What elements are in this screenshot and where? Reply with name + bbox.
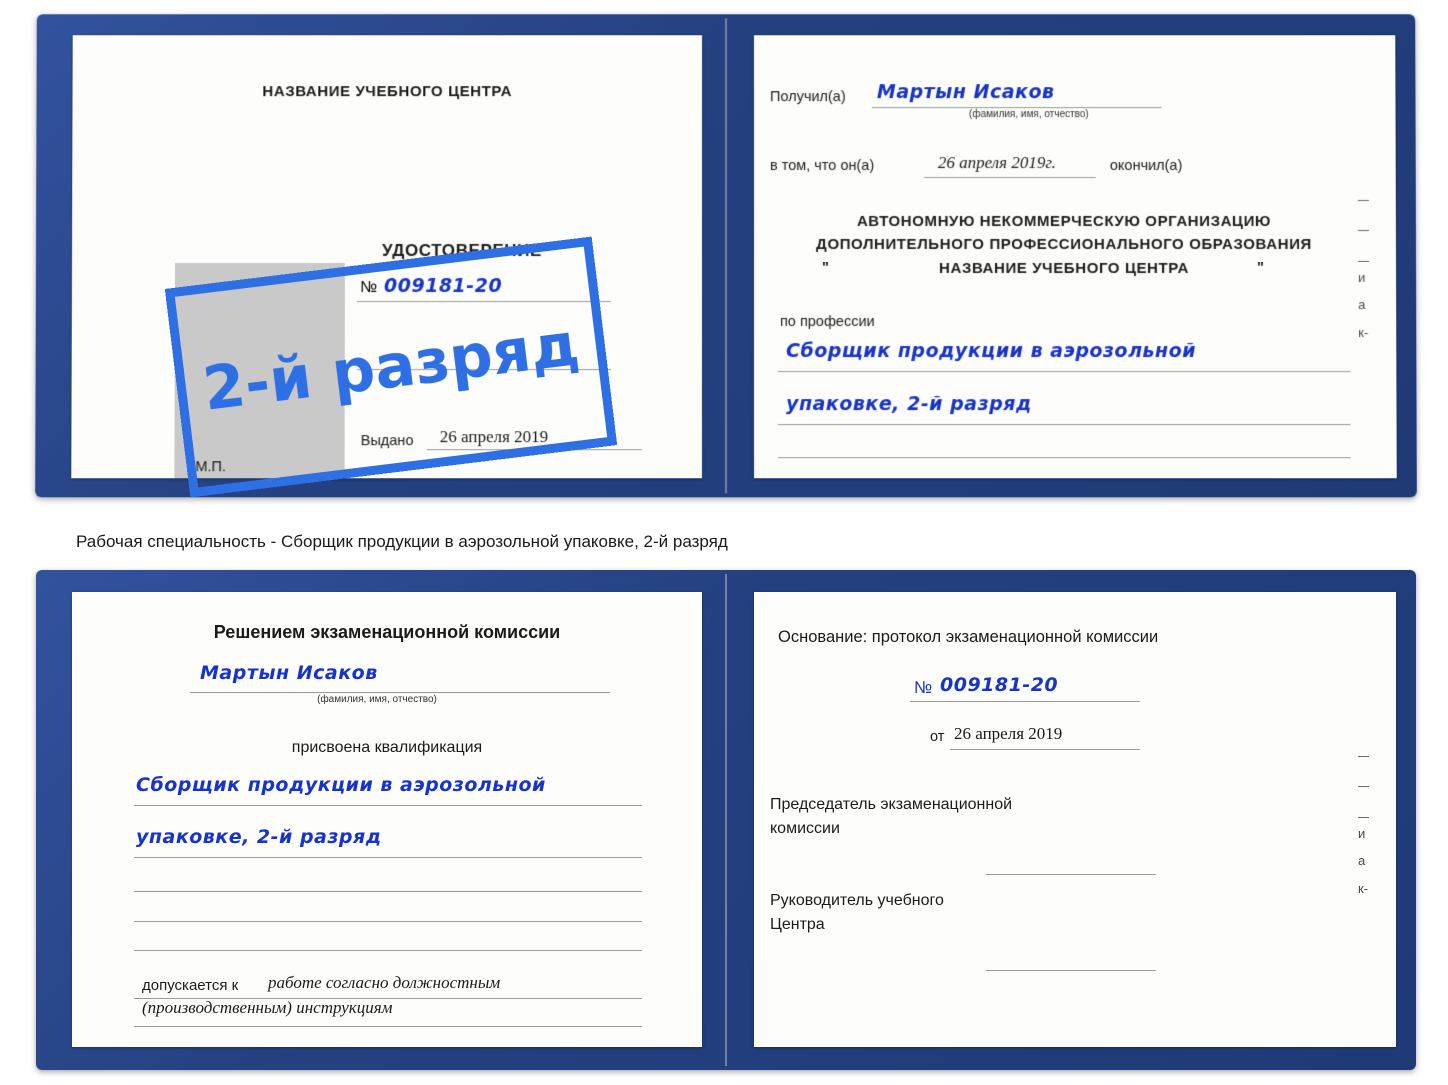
basis-label: Основание: протокол экзаменационной комиссии — [778, 628, 1159, 646]
received-label: Получил(а) — [769, 89, 846, 106]
admitted-label: допускается к — [142, 977, 239, 994]
assigned-qualification-label: присвоена квалификация — [291, 739, 483, 756]
protocol-number: 009181-20 — [940, 674, 1059, 696]
profession-line-2: упаковке, 2-й разряд — [786, 393, 1032, 416]
graduate-name-hint: (фамилия, имя, отчество) — [317, 694, 437, 705]
page-1-left — [71, 35, 702, 478]
photo-placeholder — [174, 263, 345, 478]
document-title: УДОСТОВЕРЕНИЕ — [381, 241, 543, 260]
edge-fragment-0: и — [1358, 270, 1366, 286]
issued-date-rule — [427, 449, 642, 450]
edge-fragment-b0: и — [1358, 826, 1366, 841]
page-2-left — [72, 592, 702, 1047]
training-center-heading: НАЗВАНИЕ УЧЕБНОГО ЦЕНТРА — [262, 83, 513, 101]
qualification-rule-5 — [134, 950, 642, 951]
number-rule — [357, 301, 611, 302]
edge-fragment-b1: а — [1358, 853, 1366, 868]
qualification-rule-3 — [134, 891, 642, 892]
qualification-rule-4 — [134, 921, 642, 922]
certificate-booklet-bottom — [36, 570, 1416, 1070]
watermark-text: 2-й разряд — [199, 309, 583, 425]
finished-label: окончил(а) — [1109, 158, 1183, 175]
protocol-number-symbol: № — [914, 678, 933, 697]
admitted-value-1: работе согласно должностным — [268, 973, 501, 992]
protocol-number-rule — [910, 701, 1140, 702]
profession-rule-1 — [778, 371, 1350, 372]
study-date: 26 апреля 2019г. — [937, 153, 1056, 173]
graduate-name: Мартын Исаков — [200, 662, 378, 684]
name-hint: (фамилия, имя, отчество) — [968, 109, 1089, 121]
blank-rule-1 — [357, 369, 611, 370]
qualification-rule-1 — [134, 805, 642, 806]
number-symbol: № — [359, 279, 378, 297]
qualification-line-1: Сборщик продукции в аэрозольной — [136, 774, 546, 796]
stamp-label: М.П. — [195, 459, 227, 476]
issued-label: Выдано — [360, 433, 414, 450]
profession-rule-3 — [778, 457, 1351, 458]
organization-line-1: АВТОНОМНУЮ НЕКОММЕРЧЕСКУЮ ОРГАНИЗАЦИЮ — [856, 213, 1272, 231]
commission-decision-title: Решением экзаменационной комиссии — [213, 622, 561, 642]
edge-dash-1 — [1358, 200, 1369, 201]
received-name: Мартын Исаков — [876, 81, 1055, 104]
organization-line-2: ДОПОЛНИТЕЛЬНОГО ПРОФЕССИОНАЛЬНОГО ОБРАЗОВАНИЯ — [816, 236, 1312, 254]
head-line-1: Руководитель учебного — [770, 892, 944, 909]
admitted-value-2: (производственным) инструкциям — [142, 998, 393, 1017]
profession-label: по профессии — [780, 314, 875, 331]
protocol-date: 26 апреля 2019 — [954, 724, 1063, 743]
page-1-right — [754, 35, 1397, 478]
chairman-signature-rule — [986, 874, 1156, 875]
received-name-rule — [872, 107, 1162, 108]
chairman-line-1: Председатель экзаменационной — [770, 796, 1013, 813]
edge-dash-b3 — [1358, 817, 1369, 818]
edge-dash-2 — [1358, 230, 1369, 231]
graduate-name-rule — [190, 692, 610, 693]
edge-fragment-b2: к- — [1358, 881, 1369, 896]
that-he-label: в том, что он(а) — [769, 158, 875, 175]
study-date-rule — [924, 177, 1096, 178]
from-label: от — [930, 729, 945, 745]
edge-fragment-1: а — [1358, 297, 1366, 313]
edge-dash-3 — [1358, 261, 1369, 262]
profession-line-1: Сборщик продукции в аэрозольной — [786, 340, 1197, 363]
certificate-number: 009181-20 — [383, 275, 503, 298]
qualification-line-2: упаковке, 2-й разряд — [136, 826, 382, 848]
edge-dash-b2 — [1358, 786, 1369, 787]
quote-close: " — [1257, 260, 1264, 277]
head-line-2: Центра — [770, 916, 825, 933]
head-signature-rule — [986, 970, 1156, 971]
admitted-rule-2 — [134, 1026, 642, 1027]
organization-name: НАЗВАНИЕ УЧЕБНОГО ЦЕНТРА — [939, 260, 1190, 278]
certificate-booklet-top — [35, 14, 1417, 497]
page-2-right — [754, 592, 1396, 1047]
image-caption: Рабочая специальность - Сборщик продукции в аэрозольной упаковке, 2-й разряд — [76, 532, 728, 551]
quote-open: " — [822, 260, 829, 277]
protocol-date-rule — [950, 749, 1140, 750]
issued-date: 26 апреля 2019 — [439, 427, 549, 447]
qualification-rule-2 — [134, 857, 642, 858]
chairman-line-2: комиссии — [770, 820, 840, 837]
profession-rule-2 — [778, 424, 1350, 425]
edge-dash-b1 — [1358, 756, 1369, 757]
edge-fragment-2: к- — [1358, 325, 1369, 341]
